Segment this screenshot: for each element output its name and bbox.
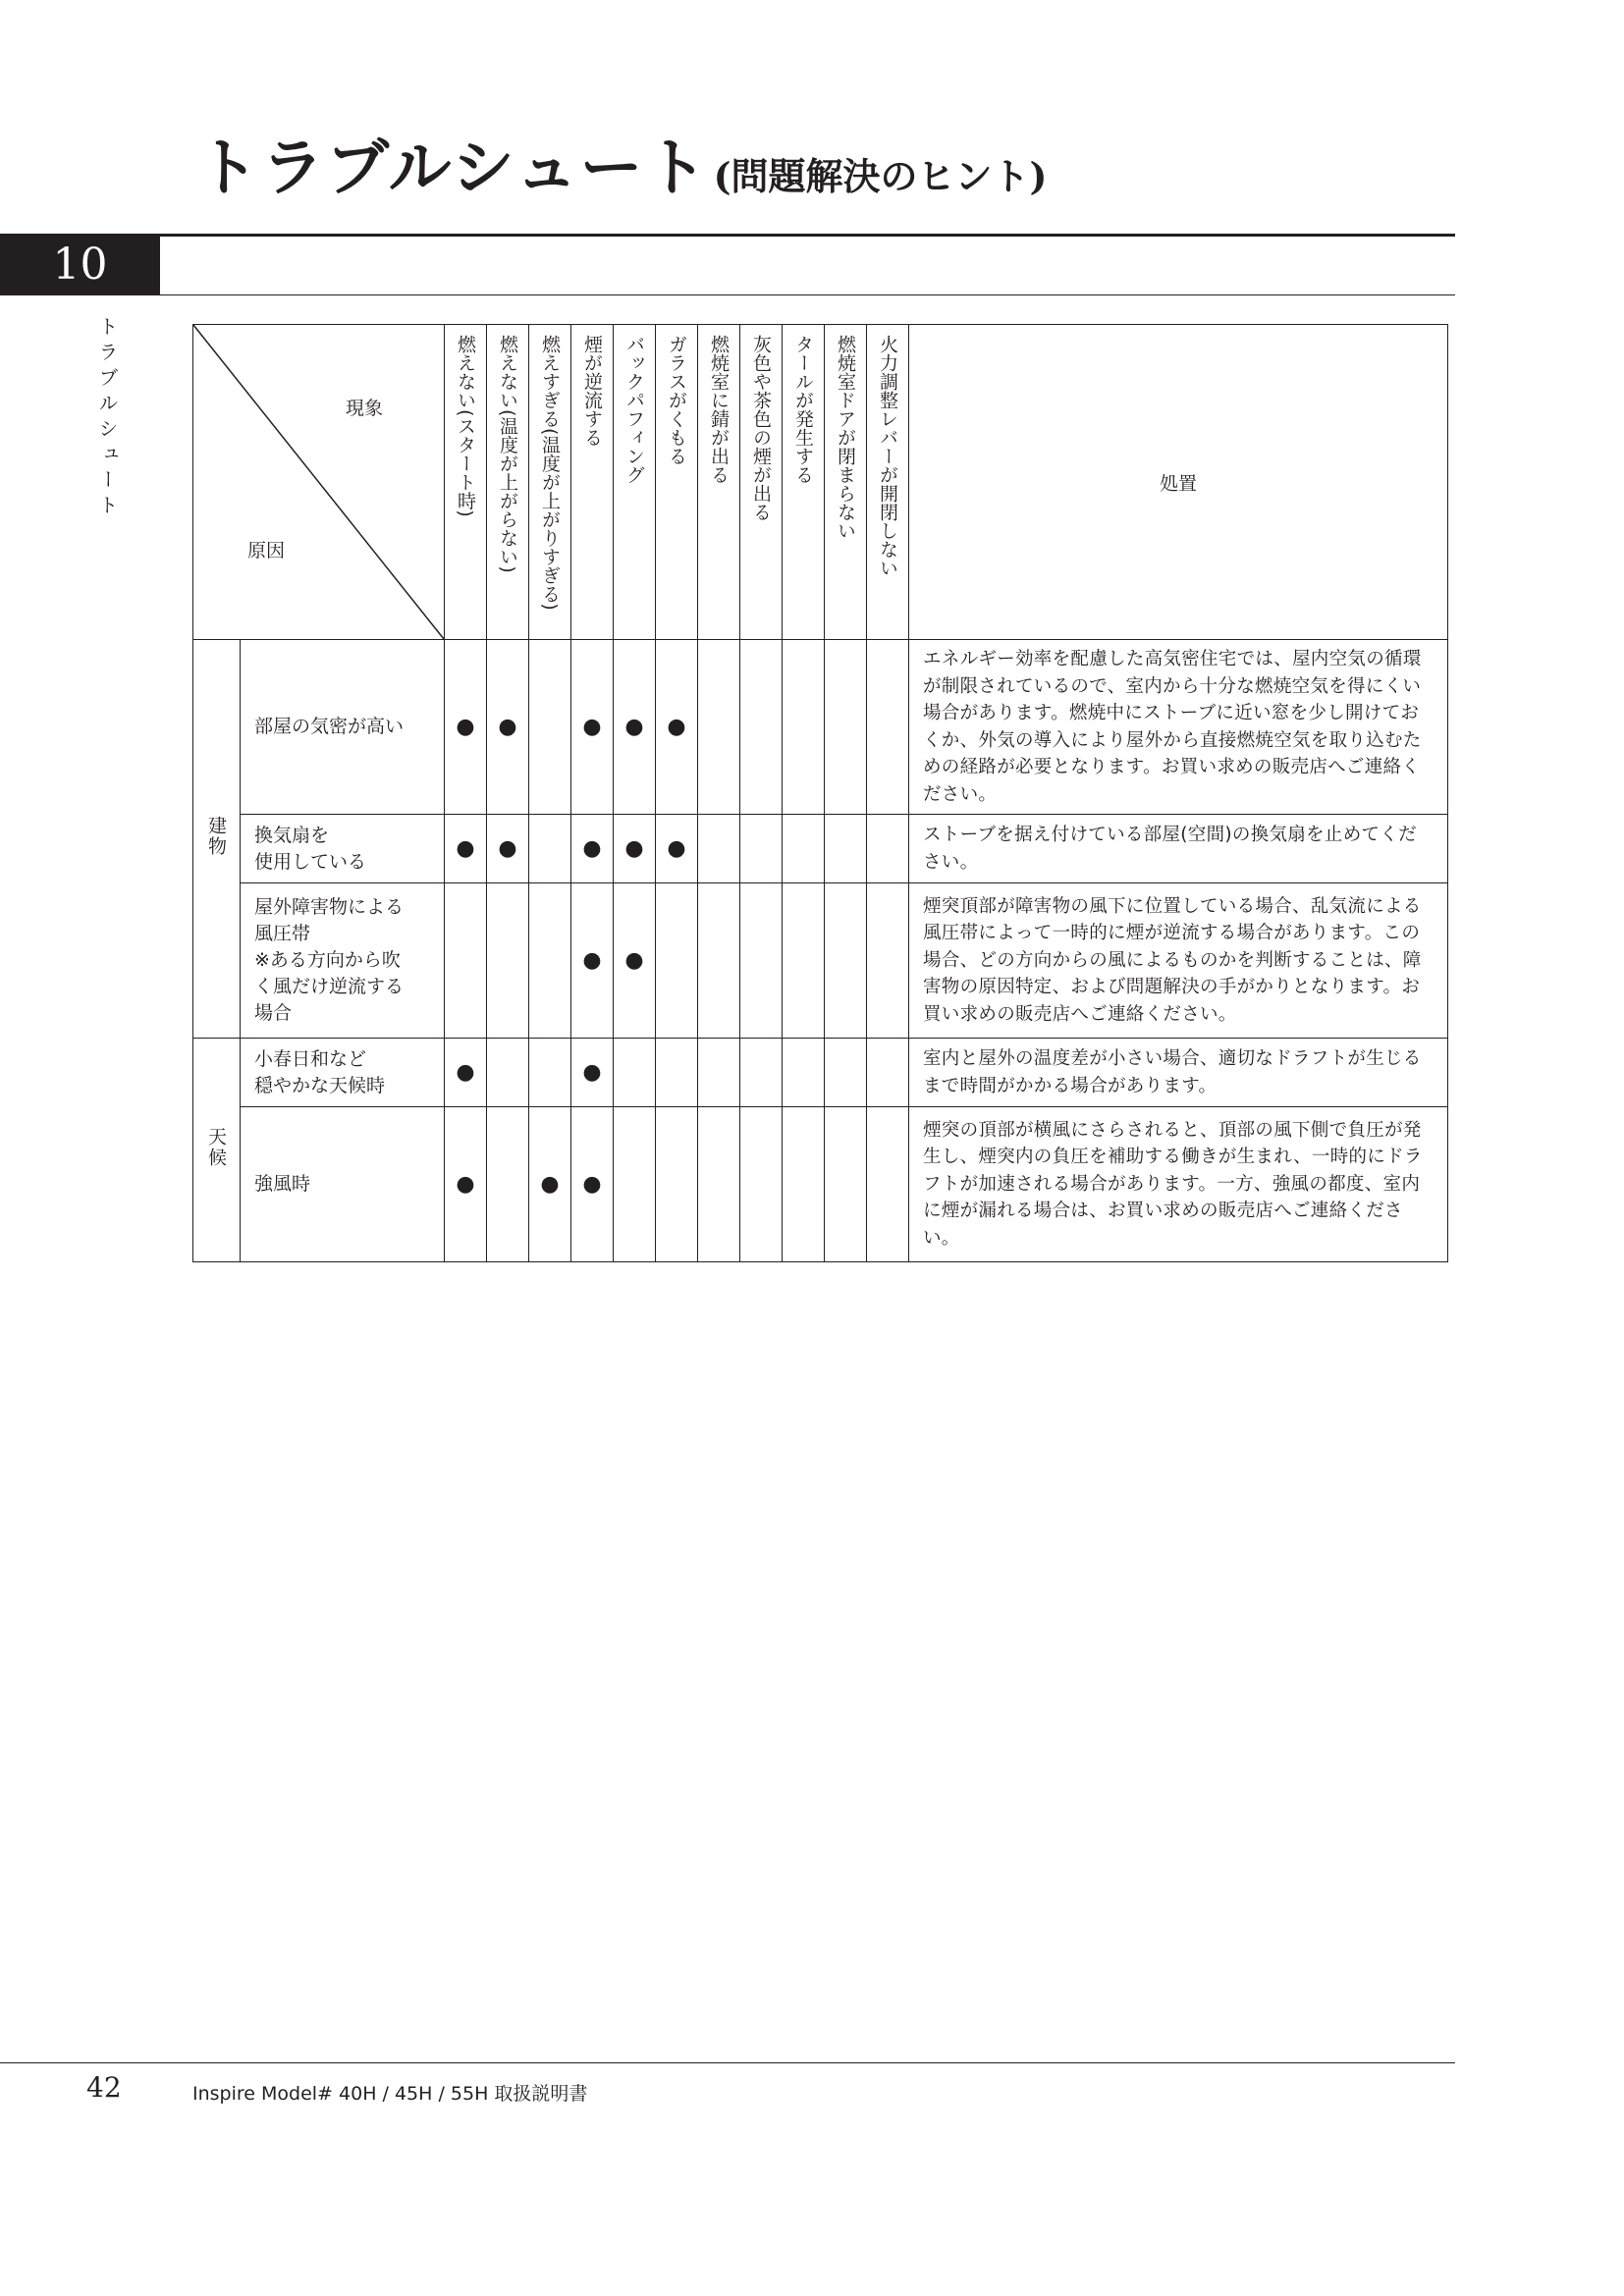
symptom-mark-cell bbox=[656, 883, 698, 1039]
symptom-mark-cell bbox=[445, 1107, 487, 1262]
cause-cell bbox=[241, 815, 445, 883]
symptom-mark-cell bbox=[445, 1039, 487, 1107]
symptom-mark-cell bbox=[783, 883, 825, 1039]
symptom-mark-cell bbox=[614, 883, 656, 1039]
phenomenon-label: 現象 bbox=[346, 398, 384, 419]
symptom-mark-cell bbox=[783, 640, 825, 815]
symptom-mark-cell bbox=[487, 640, 529, 815]
mark-dot: ● bbox=[624, 948, 644, 973]
symptom-mark-cell bbox=[571, 883, 614, 1039]
page-title: トラブルシュート (問題解決のヒント) bbox=[196, 132, 1048, 205]
table-row bbox=[193, 883, 1448, 1039]
cause-text-line: 場合 bbox=[254, 1002, 293, 1024]
troubleshooting-table bbox=[192, 324, 1448, 1262]
symptom-mark-cell bbox=[614, 640, 656, 815]
symptom-mark-cell bbox=[614, 1107, 656, 1262]
symptom-header: 煙が逆流する bbox=[571, 325, 614, 640]
mark-dot: ● bbox=[582, 1172, 602, 1197]
chapter-number: 10 bbox=[0, 234, 160, 295]
mark-dot: ● bbox=[456, 1172, 475, 1197]
symptom-mark-cell bbox=[740, 883, 783, 1039]
action-cell: 煙突の頂部が横風にさらされると、頂部の風下側で負圧が発生し、煙突内の負圧を補助する働きが生まれ、一時的にドラフトが加速される場合があります。一方、強風の都度、室内に煙が漏れる場合は、お買い求めの販売店へご連絡ください。 bbox=[909, 1107, 1448, 1262]
action-cell: 煙突頂部が障害物の風下に位置している場合、乱気流による風圧帯によって一時的に煙が逆流する場合があります。この場合、どの方向からの風によるものかを判断することは、障害物の原因特定、および問題解決の手がかりとなります。お買い求めの販売店へご連絡ください。 bbox=[909, 883, 1448, 1039]
mark-dot: ● bbox=[456, 715, 475, 739]
symptom-mark-cell bbox=[571, 640, 614, 815]
symptom-mark-cell bbox=[571, 1107, 614, 1262]
symptom-mark-cell bbox=[698, 1107, 740, 1262]
cause-group-label: 建物 bbox=[205, 816, 227, 857]
symptom-mark-cell bbox=[698, 1039, 740, 1107]
symptom-mark-cell bbox=[487, 815, 529, 883]
symptom-mark-cell bbox=[656, 1107, 698, 1262]
symptom-mark-cell bbox=[529, 815, 571, 883]
mark-dot: ● bbox=[582, 948, 602, 973]
table-row bbox=[193, 640, 1448, 815]
cause-group-cell bbox=[193, 640, 241, 1039]
symptom-header: 燃えない(スタート時) bbox=[445, 325, 487, 640]
diagonal-line bbox=[193, 325, 444, 639]
symptom-mark-cell bbox=[445, 883, 487, 1039]
title-rule bbox=[147, 234, 1455, 237]
symptom-mark-cell bbox=[487, 883, 529, 1039]
symptom-mark-cell bbox=[740, 1107, 783, 1262]
cause-text-line: 換気扇を bbox=[254, 824, 330, 846]
symptom-header: ガラスがくもる bbox=[656, 325, 698, 640]
symptom-header: 火力調整レバーが開閉しない bbox=[867, 325, 909, 640]
cause-cell bbox=[241, 640, 445, 815]
symptom-mark-cell bbox=[825, 815, 867, 883]
mark-dot: ● bbox=[667, 836, 686, 861]
symptom-mark-cell bbox=[867, 883, 909, 1039]
symptom-mark-cell bbox=[529, 1039, 571, 1107]
symptom-mark-cell bbox=[571, 1039, 614, 1107]
cause-cell bbox=[241, 1107, 445, 1262]
cause-text-line: 強風時 bbox=[254, 1173, 311, 1195]
symptom-mark-cell bbox=[445, 815, 487, 883]
mark-dot: ● bbox=[498, 715, 517, 739]
symptom-mark-cell bbox=[867, 1039, 909, 1107]
action-header: 処置 bbox=[909, 325, 1448, 640]
symptom-mark-cell bbox=[698, 883, 740, 1039]
symptom-header: バックパフィング bbox=[614, 325, 656, 640]
mark-dot: ● bbox=[582, 1060, 602, 1085]
footer-text: Inspire Model# 40H / 45H / 55H 取扱説明書 bbox=[192, 2083, 588, 2105]
symptom-mark-cell bbox=[614, 815, 656, 883]
symptom-mark-cell bbox=[740, 640, 783, 815]
symptom-mark-cell bbox=[529, 883, 571, 1039]
symptom-mark-cell bbox=[487, 1039, 529, 1107]
symptom-mark-cell bbox=[571, 815, 614, 883]
symptom-mark-cell bbox=[698, 640, 740, 815]
symptom-mark-cell bbox=[740, 1039, 783, 1107]
symptom-header: 燃えすぎる(温度が上がりすぎる) bbox=[529, 325, 571, 640]
symptom-mark-cell bbox=[445, 640, 487, 815]
symptom-mark-cell bbox=[867, 815, 909, 883]
table-row bbox=[193, 815, 1448, 883]
cause-cell bbox=[241, 883, 445, 1039]
cause-text-line: 小春日和など bbox=[254, 1047, 367, 1070]
symptom-mark-cell bbox=[740, 815, 783, 883]
symptom-mark-cell bbox=[656, 1039, 698, 1107]
symptom-header: 燃焼室ドアが閉まらない bbox=[825, 325, 867, 640]
action-cell: ストーブを据え付けている部屋(空間)の換気扇を止めてください。 bbox=[909, 815, 1448, 883]
mark-dot: ● bbox=[582, 836, 602, 861]
cause-text-line: 部屋の気密が高い bbox=[254, 716, 405, 737]
action-cell: エネルギー効率を配慮した高気密住宅では、屋内空気の循環が制限されているので、室内から十分な燃焼空気を得にくい場合があります。燃焼中にストーブに近い窓を少し開けておくか、外気の導入により屋外から直接燃焼空気を取り込むための経路が必要となります。お買い求めの販売店へご連絡ください。 bbox=[909, 640, 1448, 815]
symptom-mark-cell bbox=[487, 1107, 529, 1262]
symptom-header: 燃えない(温度が上がらない) bbox=[487, 325, 529, 640]
mark-dot: ● bbox=[667, 715, 686, 739]
table-row bbox=[193, 1039, 1448, 1107]
diagonal-header-cell bbox=[193, 325, 445, 640]
page-number: 42 bbox=[86, 2071, 122, 2104]
table-row bbox=[193, 1107, 1448, 1262]
symptom-mark-cell bbox=[867, 640, 909, 815]
cause-text-line: く風だけ逆流する bbox=[254, 976, 405, 997]
table-header-row bbox=[193, 325, 1448, 640]
symptom-header: タールが発生する bbox=[783, 325, 825, 640]
cause-group-label: 天候 bbox=[205, 1127, 227, 1168]
page-subtitle: (問題解決のヒント) bbox=[713, 154, 1048, 198]
symptom-mark-cell bbox=[698, 815, 740, 883]
mark-dot: ● bbox=[582, 715, 602, 739]
mark-dot: ● bbox=[456, 1060, 475, 1085]
symptom-mark-cell bbox=[783, 1039, 825, 1107]
symptom-mark-cell bbox=[825, 1039, 867, 1107]
cause-text-line: 穏やかな天候時 bbox=[254, 1074, 386, 1096]
cause-cell bbox=[241, 1039, 445, 1107]
cause-label: 原因 bbox=[247, 540, 286, 561]
symptom-mark-cell bbox=[783, 815, 825, 883]
symptom-mark-cell bbox=[783, 1107, 825, 1262]
symptom-mark-cell bbox=[656, 640, 698, 815]
cause-group-cell bbox=[193, 1039, 241, 1262]
symptom-mark-cell bbox=[614, 1039, 656, 1107]
symptom-mark-cell bbox=[825, 883, 867, 1039]
symptom-mark-cell bbox=[825, 1107, 867, 1262]
mark-dot: ● bbox=[498, 836, 517, 861]
symptom-header: 燃焼室に錆が出る bbox=[698, 325, 740, 640]
cause-text-line: 使用している bbox=[254, 850, 367, 873]
symptom-header: 灰色や茶色の煙が出る bbox=[740, 325, 783, 640]
side-section-label: トラブルシュート bbox=[95, 316, 119, 520]
cause-text-line: ※ある方向から吹 bbox=[254, 949, 401, 971]
symptom-mark-cell bbox=[529, 1107, 571, 1262]
symptom-mark-cell bbox=[867, 1107, 909, 1262]
mark-dot: ● bbox=[624, 715, 644, 739]
footer-rule bbox=[0, 2062, 1455, 2063]
mark-dot: ● bbox=[456, 836, 475, 861]
mark-dot: ● bbox=[540, 1172, 560, 1197]
symptom-mark-cell bbox=[825, 640, 867, 815]
cause-text-line: 風圧帯 bbox=[254, 923, 311, 944]
cause-text-line: 屋外障害物による bbox=[254, 896, 405, 918]
symptom-mark-cell bbox=[656, 815, 698, 883]
action-cell: 室内と屋外の温度差が小さい場合、適切なドラフトが生じるまで時間がかかる場合があります。 bbox=[909, 1039, 1448, 1107]
chapter-rule bbox=[160, 294, 1455, 295]
symptom-mark-cell bbox=[529, 640, 571, 815]
mark-dot: ● bbox=[624, 836, 644, 861]
